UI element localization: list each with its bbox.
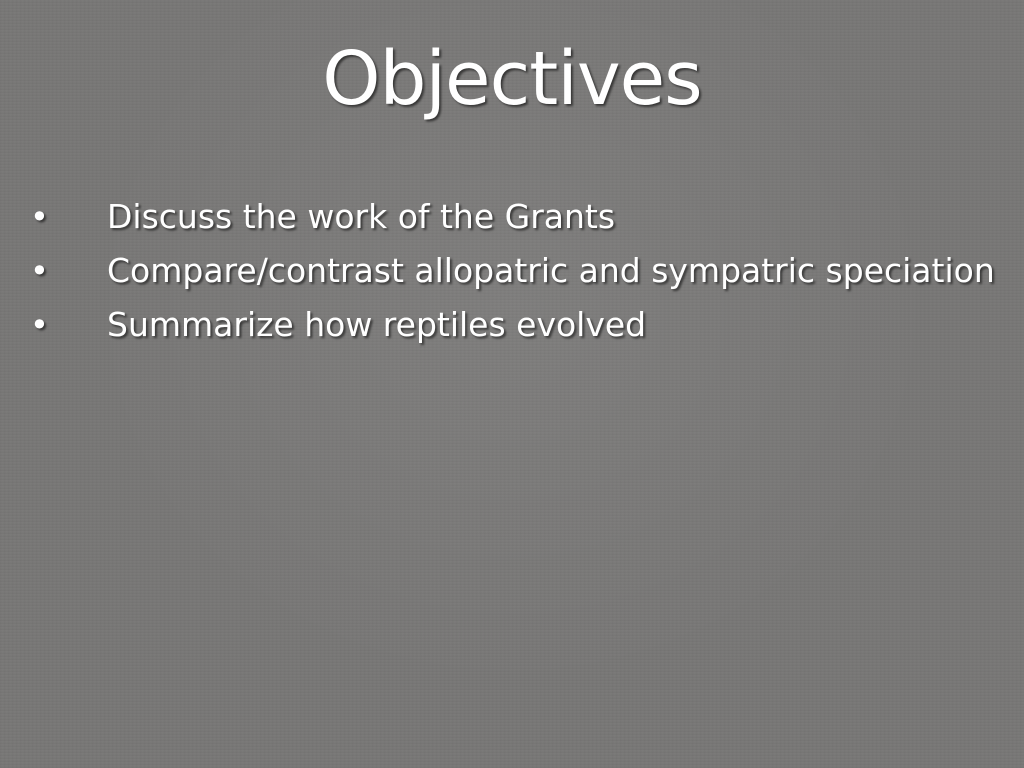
list-item-text: Discuss the work of the Grants — [107, 197, 616, 236]
objectives-list — [30, 192, 1010, 354]
bullet-icon: • — [30, 198, 49, 236]
list-item — [30, 300, 1010, 354]
list-item-text: Compare/contrast allopatric and sympatric speciation — [107, 251, 995, 290]
slide-title: Objectives — [322, 36, 702, 122]
bullet-icon: • — [30, 306, 49, 344]
list-item — [30, 192, 1010, 246]
list-item — [30, 246, 1010, 300]
list-item-text: Summarize how reptiles evolved — [107, 305, 647, 344]
bullet-icon: • — [30, 252, 49, 290]
